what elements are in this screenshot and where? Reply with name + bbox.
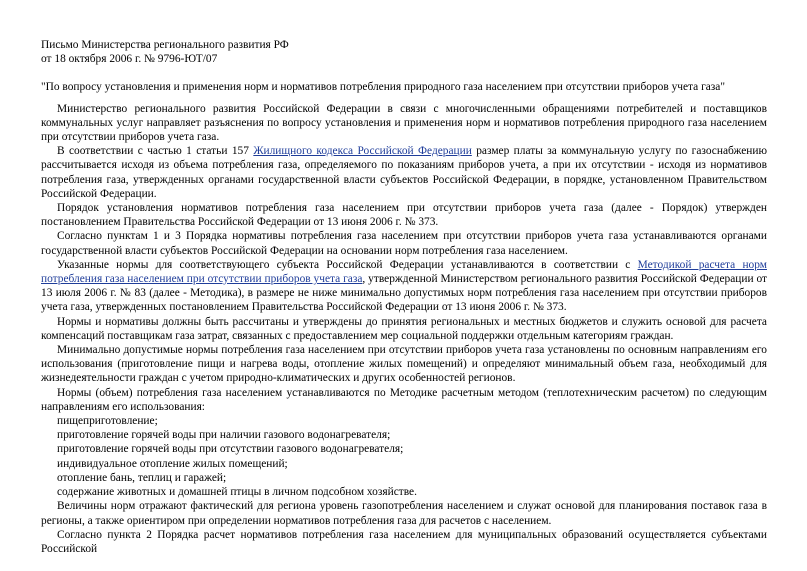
list-item: отопление бань, теплиц и гаражей; <box>57 471 227 484</box>
housing-code-link[interactable]: Жилищного кодекса Российской Федерации <box>253 145 472 158</box>
list-item: пищеприготовление; <box>57 415 158 428</box>
letter-title: Письмо Министерства регионального развития РФ <box>41 39 289 51</box>
paragraph-1: Министерство регионального развития Российской Федерации в связи с многочисленными обращениями потребителей и поставщиков коммунальных услуг направляет разъяснения по вопросу установления и применения норм и нормативов потребления природного газа населением при отсутствии приборов учета газа. <box>41 102 767 144</box>
paragraph-2 <box>41 144 767 201</box>
document-body <box>41 38 767 556</box>
paragraph-2-text-b: размер платы за коммунальную услугу по газоснабжению рассчитывается исходя из объема потребления газа, определяемого по показаниям приборов учета, а при их отсутствии - исходя из нормативов потребления газа, утвержденных органами государственной власти субъектов Российской Федерации, в порядке, установленном Правительством Российской Федерации. <box>41 145 767 200</box>
paragraph-9: Величины норм отражают фактический для региона уровень газопотребления населением и служат основой для планирования поставок газа в регионы, а также ориентиром при определении нормативов потребления газа для расчетов с населением. <box>41 500 767 527</box>
paragraph-5 <box>41 258 767 315</box>
methodology-link[interactable]: Методикой расчета норм потребления газа населением при отсутствии приборов учета газа <box>41 258 767 286</box>
paragraph-2-text-a: В соответствии с частью 1 статьи 157 <box>57 145 254 158</box>
paragraph-5-text-b: , утвержденной Министерством регионального развития Российской Федерации от 13 июля 2006 г. № 83 (далее - Методика), в размере не ниже минимально допустимых норм потребления газа населением при отсутствии приборов учета газа, утвержденных постановлением Правительства Российской Федерации от 13 июня 2006 г. № 373. <box>41 273 767 314</box>
paragraph-6: Нормы и нормативы должны быть рассчитаны и утверждены до принятия региональных и местных бюджетов и служить основой для расчета компенсаций поставщикам газа затрат, связанных с предоставлением мер социальной поддержки отдельным категориям граждан. <box>41 315 767 342</box>
paragraph-10: Согласно пункта 2 Порядка расчет нормативов потребления газа населением для муниципальных образований осуществляется субъектами Российской <box>41 528 767 555</box>
paragraph-5-text-a: Указанные нормы для соответствующего субъекта Российской Федерации устанавливаются в соответствии с <box>57 258 638 271</box>
letter-date-number: от 18 октября 2006 г. № 9796-ЮТ/07 <box>41 53 218 66</box>
letter-subject: "По вопросу установления и применения норм и нормативов потребления природного газа населением при отсутствии приборов учета газа" <box>41 81 726 94</box>
paragraph-4: Согласно пунктам 1 и 3 Порядка нормативы потребления газа населением при отсутствии приборов учета газа устанавливаются органами государственной власти субъектов Российской Федерации на основании норм потребления газа населением. <box>41 230 767 257</box>
list-item: приготовление горячей воды при отсутствии газового водонагревателя; <box>57 443 404 456</box>
list-item: приготовление горячей воды при наличии газового водонагревателя; <box>57 429 391 442</box>
paragraph-3: Порядок установления нормативов потребления газа населением при отсутствии приборов учета газа (далее - Порядок) утвержден постановлением Правительства Российской Федерации от 13 июня 2006 г. № 373. <box>41 202 767 229</box>
paragraph-7: Минимально допустимые нормы потребления газа населением при отсутствии приборов учета газа установлены по основным направлениям его использования (приготовление пищи и нагрева воды, отопление жилых помещений) и определяют минимальный объем газа, необходимый для жизнедеятельности граждан с учетом природно-климатических и других особенностей регионов. <box>41 344 767 385</box>
list-item: индивидуальное отопление жилых помещений; <box>57 457 288 470</box>
paragraph-8: Нормы (объем) потребления газа населением устанавливаются по Методике расчетным методом (теплотехническим расчетом) по следующим направлениям его использования: <box>41 386 767 413</box>
list-item: содержание животных и домашней птицы в личном подсобном хозяйстве. <box>57 486 417 499</box>
